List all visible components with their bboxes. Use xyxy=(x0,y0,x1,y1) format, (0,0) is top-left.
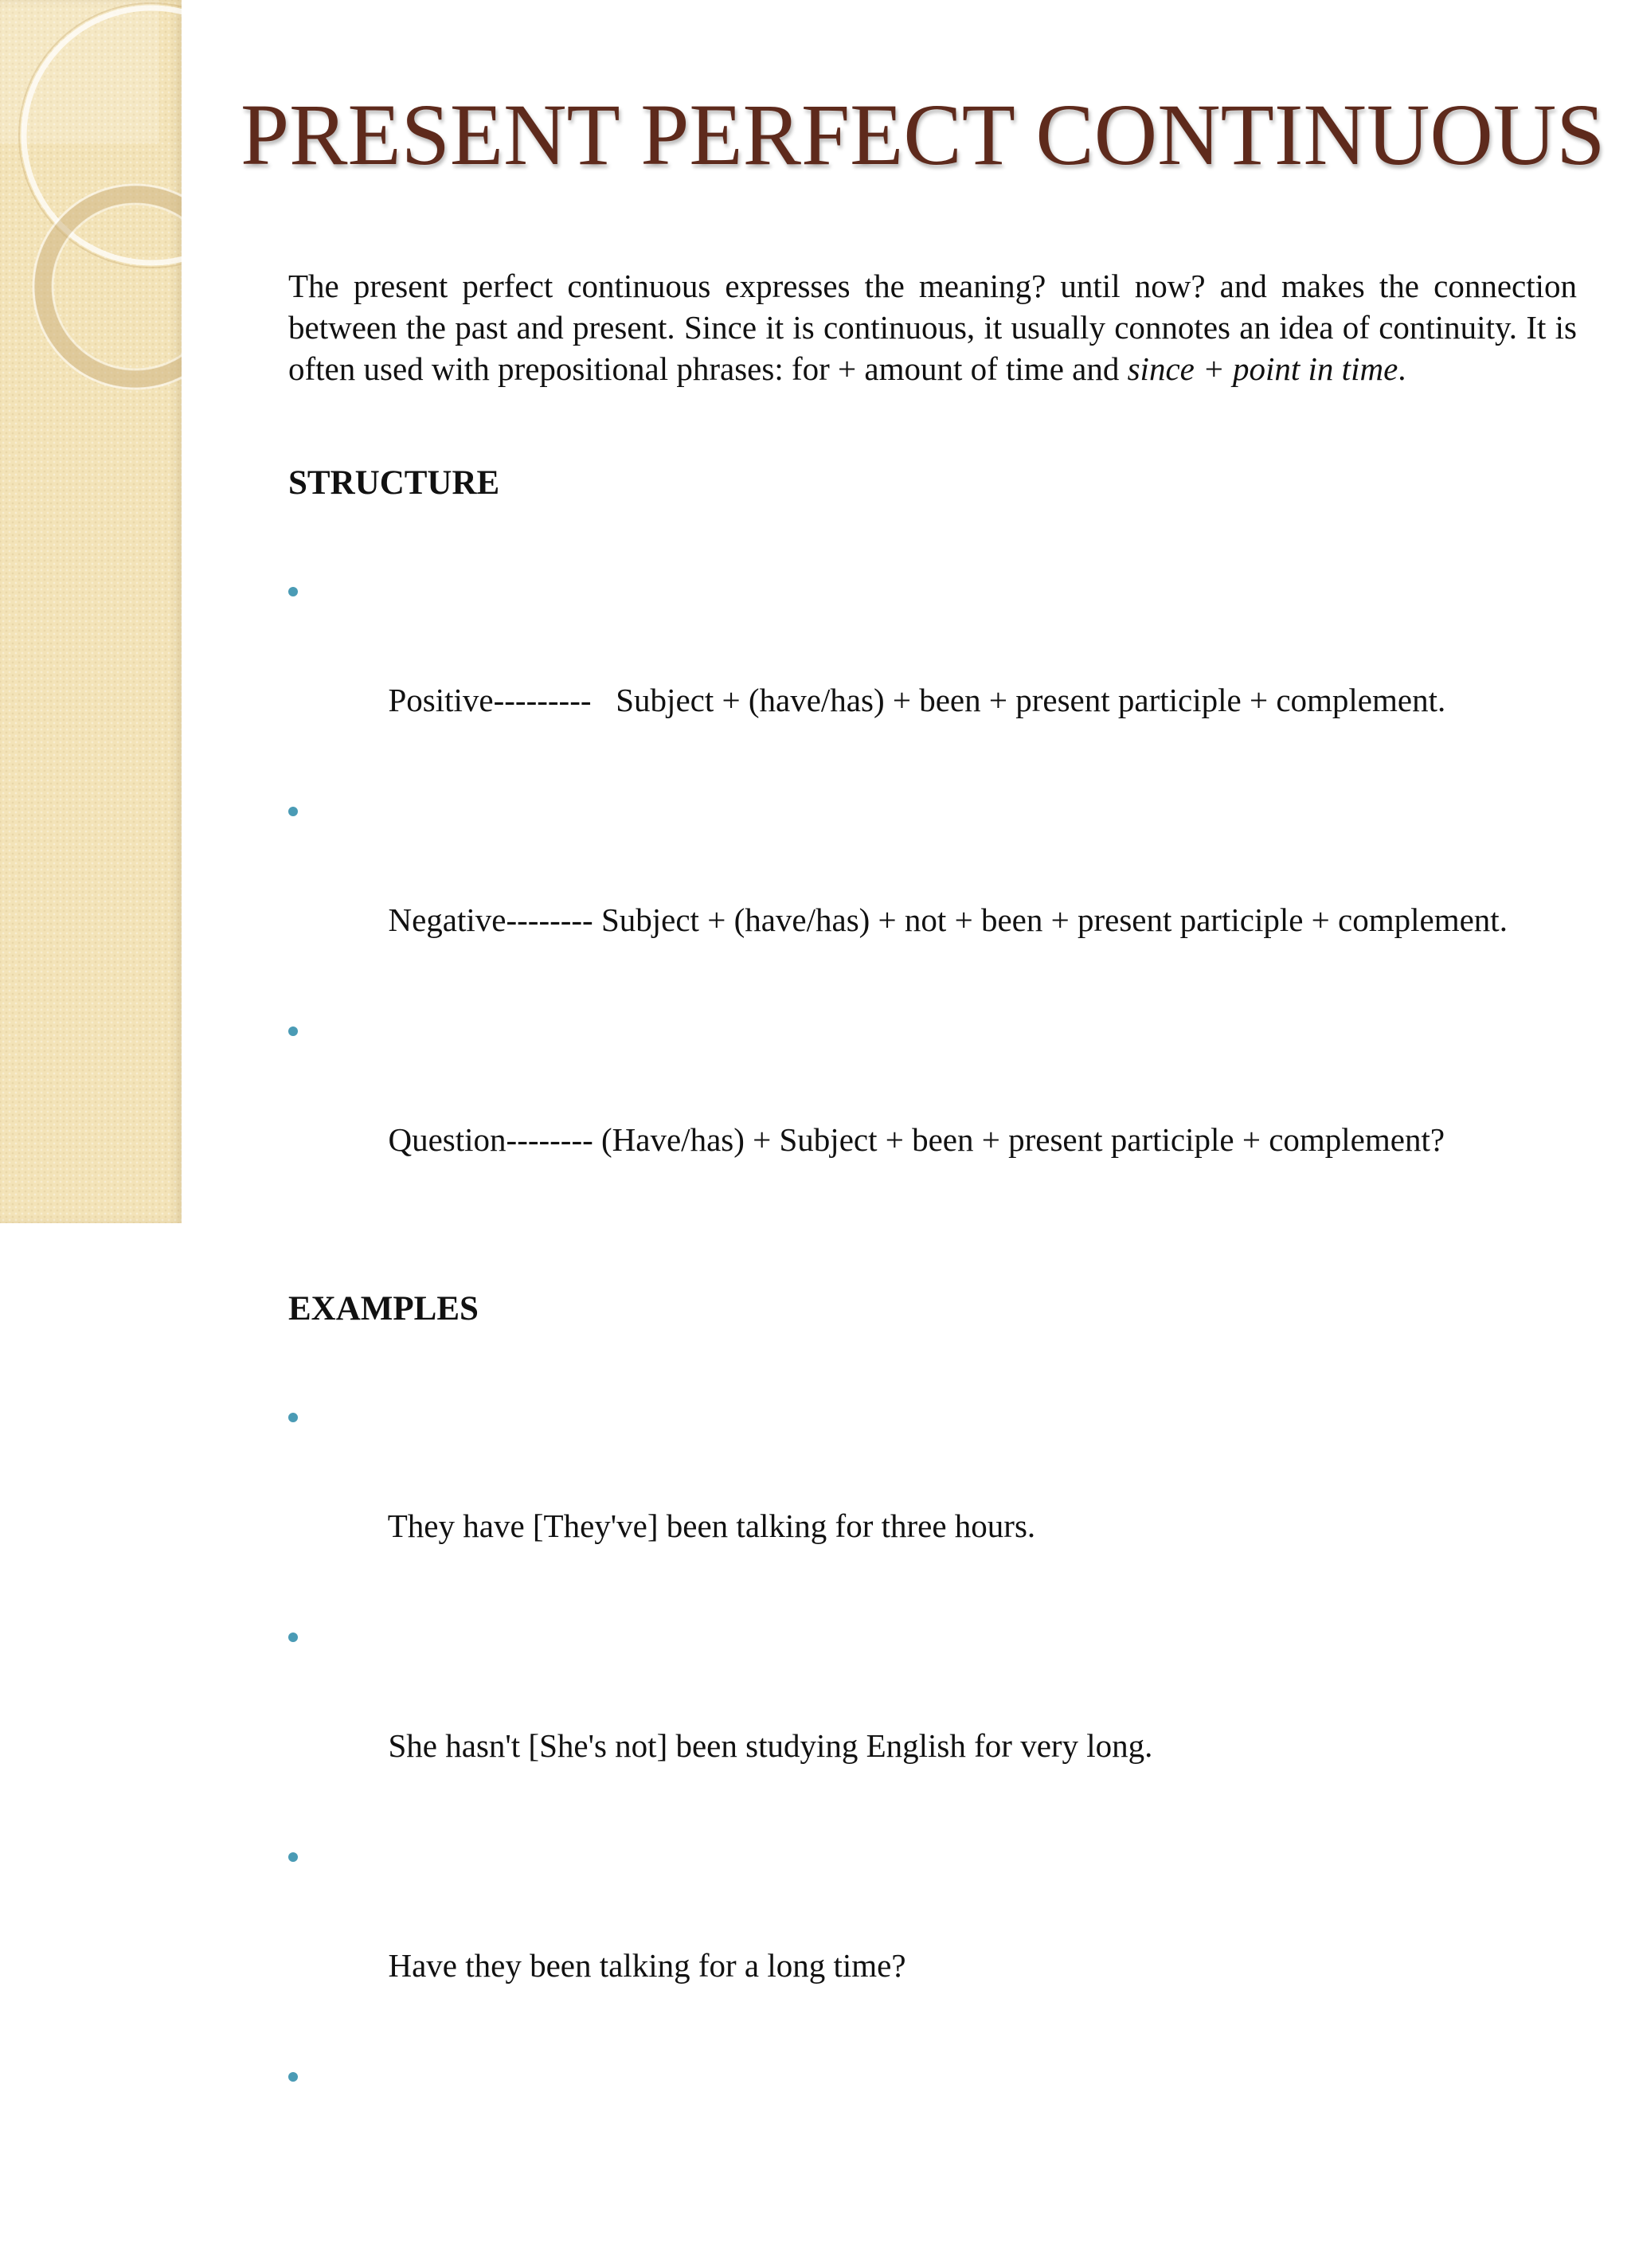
bullet-dot-icon xyxy=(288,587,298,596)
list-item-example xyxy=(288,1609,1577,1828)
list-item-label: Question-------- (Have/has) + Subject + been + present participle + complement? xyxy=(388,1121,1445,1158)
bullet-dot-icon xyxy=(288,1852,298,1862)
structure-heading: STRUCTURE xyxy=(288,464,500,502)
list-item-label: Have they been talking for a long time? xyxy=(388,1947,906,1984)
list-item-negative xyxy=(288,783,1577,1003)
bullet-dot-icon xyxy=(288,807,298,816)
bullet-dot-icon xyxy=(288,2072,298,2082)
decorative-side-band xyxy=(0,0,182,1223)
intro-italic-text: since + point in time xyxy=(1127,350,1398,387)
bullet-dot-icon xyxy=(288,1026,298,1036)
list-item-label: She hasn't [She's not] been studying English for very long. xyxy=(388,1727,1153,1764)
intro-paragraph xyxy=(288,265,1577,389)
intro-text-end: . xyxy=(1398,350,1406,387)
list-item-label: Positive--------- Subject + (have/has) + been + present participle + complement. xyxy=(388,682,1446,718)
list-item-label: They have [They've] been talking for three hours. xyxy=(387,1507,1036,1544)
examples-heading: EXAMPLES xyxy=(288,1290,479,1328)
slide-body xyxy=(288,265,1577,2268)
list-item-positive xyxy=(288,563,1577,783)
list-item-example xyxy=(288,1389,1577,1609)
bullet-dot-icon xyxy=(288,1633,298,1642)
decorative-rings-graphic xyxy=(0,0,182,414)
list-item-question xyxy=(288,1003,1577,1222)
structure-list xyxy=(288,563,1577,1222)
examples-list xyxy=(288,1389,1577,2268)
list-item-label: Negative-------- Subject + (have/has) + not + been + present participle + complement. xyxy=(388,901,1508,938)
slide-title: PRESENT PERFECT CONTINUOUS xyxy=(241,86,1606,183)
list-item-example xyxy=(288,1828,1577,2048)
intro-text: The present perfect continuous expresses the meaning? until now? and makes the connection between the past and present. Since it is continuous, it usually connotes an idea of continuity. It is often used with prepositional phrases: for + amount of time and xyxy=(288,268,1577,387)
list-item-empty xyxy=(288,2048,1577,2268)
bullet-dot-icon xyxy=(288,1413,298,1422)
